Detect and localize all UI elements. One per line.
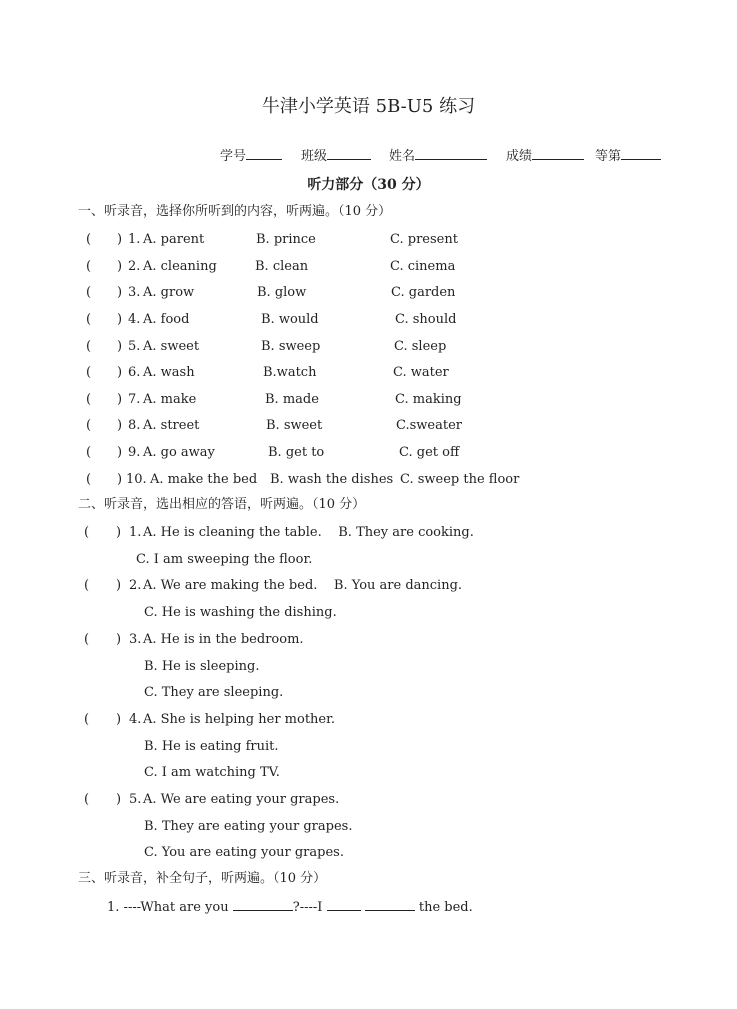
answer-option[interactable]: C. I am sweeping the floor. [136, 552, 313, 567]
q1-text-c: the bed. [418, 900, 473, 915]
answer-paren-close: ) [117, 472, 123, 487]
answer-blank[interactable] [94, 525, 114, 539]
answer-option[interactable]: A. We are eating your grapes. [143, 792, 340, 807]
option-c[interactable]: C. sleep [394, 339, 447, 354]
answer-blank[interactable] [94, 578, 114, 592]
q1-number: 1. [107, 900, 120, 915]
answer-paren-open: ( [84, 712, 90, 727]
answer-option[interactable]: A. He is cleaning the table. B. They are cooking. [143, 525, 474, 540]
student-no-label: 学号 [220, 149, 247, 164]
answer-blank[interactable] [96, 232, 116, 246]
question-number: 5. [128, 339, 141, 354]
answer-paren-open: ( [86, 285, 92, 300]
option-a[interactable]: A. street [143, 418, 200, 433]
name-blank[interactable] [415, 147, 487, 160]
q1-blank-2[interactable] [327, 898, 361, 911]
answer-option[interactable]: A. We are making the bed. B. You are dancing. [143, 578, 463, 593]
q1-blank-3[interactable] [365, 898, 415, 911]
answer-blank[interactable] [94, 632, 114, 646]
answer-blank[interactable] [94, 712, 114, 726]
score-blank[interactable] [532, 147, 584, 160]
name-label: 姓名 [389, 149, 416, 164]
answer-blank[interactable] [96, 472, 116, 486]
q1-text-b: ?----I [292, 900, 323, 915]
question-number: 7. [128, 392, 141, 407]
answer-paren-close: ) [117, 418, 123, 433]
answer-paren-close: ) [117, 259, 123, 274]
option-a[interactable]: A. wash [143, 365, 195, 380]
question-number: 10. [126, 472, 147, 487]
question-number: 8. [128, 418, 141, 433]
answer-paren-close: ) [116, 792, 122, 807]
answer-paren-close: ) [116, 578, 122, 593]
answer-paren-open: ( [84, 632, 90, 647]
answer-paren-open: ( [86, 232, 92, 247]
answer-blank[interactable] [96, 339, 116, 353]
listening-part-heading: 听力部分（30 分） [307, 177, 430, 193]
question-number: 4. [128, 312, 141, 327]
answer-blank[interactable] [96, 259, 116, 273]
answer-paren-close: ) [117, 285, 123, 300]
answer-paren-close: ) [117, 312, 123, 327]
option-b[interactable]: B. sweet [266, 418, 323, 433]
question-number: 2. [128, 259, 141, 274]
field-student-no [220, 147, 282, 165]
answer-paren-close: ) [117, 232, 123, 247]
option-b[interactable]: B. get to [268, 445, 325, 460]
grade-label: 等第 [595, 149, 622, 164]
option-b[interactable]: B. wash the dishes [270, 472, 394, 487]
answer-blank[interactable] [96, 365, 116, 379]
answer-paren-open: ( [86, 259, 92, 274]
option-b[interactable]: B. glow [257, 285, 307, 300]
option-a[interactable]: A. go away [143, 445, 215, 460]
option-b[interactable]: B. prince [256, 232, 316, 247]
answer-option[interactable]: C. He is washing the dishing. [144, 605, 337, 620]
option-c[interactable]: C. water [393, 365, 449, 380]
option-c[interactable]: C. present [390, 232, 458, 247]
answer-option[interactable]: B. He is eating fruit. [144, 739, 279, 754]
option-a[interactable]: A. make the bed [150, 472, 258, 487]
option-c[interactable]: C. making [395, 392, 462, 407]
field-grade [595, 147, 661, 165]
answer-paren-open: ( [86, 312, 92, 327]
answer-option[interactable]: C. I am watching TV. [144, 765, 280, 780]
answer-blank[interactable] [96, 392, 116, 406]
answer-paren-close: ) [117, 445, 123, 460]
question-number: 2. [129, 578, 142, 593]
question-number: 1. [128, 232, 141, 247]
answer-paren-open: ( [86, 392, 92, 407]
answer-paren-close: ) [117, 365, 123, 380]
answer-paren-close: ) [117, 339, 123, 354]
field-name [389, 147, 487, 165]
answer-paren-open: ( [86, 418, 92, 433]
answer-paren-open: ( [86, 365, 92, 380]
answer-paren-open: ( [86, 472, 92, 487]
section3-question-1 [107, 898, 473, 916]
option-a[interactable]: A. grow [143, 285, 195, 300]
option-b[interactable]: B. would [261, 312, 319, 327]
q1-text-a: ----What are you [123, 900, 229, 915]
class-blank[interactable] [327, 147, 371, 160]
student-no-blank[interactable] [246, 147, 282, 160]
answer-blank[interactable] [96, 418, 116, 432]
option-b[interactable]: B. sweep [261, 339, 321, 354]
question-number: 3. [128, 285, 141, 300]
class-label: 班级 [301, 149, 328, 164]
question-number: 4. [129, 712, 142, 727]
answer-option[interactable]: A. She is helping her mother. [143, 712, 336, 727]
option-b[interactable]: B. clean [255, 259, 309, 274]
option-c[interactable]: C. get off [399, 445, 460, 460]
q1-blank-1[interactable] [233, 898, 293, 911]
page-title: 牛津小学英语 5B-U5 练习 [261, 96, 476, 117]
answer-option[interactable]: C. They are sleeping. [144, 685, 284, 700]
option-b[interactable]: B. made [265, 392, 319, 407]
answer-paren-close: ) [117, 392, 123, 407]
answer-paren-open: ( [86, 339, 92, 354]
answer-blank[interactable] [96, 312, 116, 326]
option-a[interactable]: A. food [143, 312, 190, 327]
section1-heading: 一、听录音，选择你所听到的内容，听两遍。（10 分） [78, 204, 392, 219]
answer-paren-close: ) [116, 712, 122, 727]
question-number: 6. [128, 365, 141, 380]
option-a[interactable]: A. sweet [143, 339, 200, 354]
section2-heading: 二、听录音，选出相应的答语，听两遍。（10 分） [78, 497, 366, 512]
section3-heading: 三、听录音，补全句子，听两遍。（10 分） [78, 871, 327, 886]
question-number: 9. [128, 445, 141, 460]
answer-option[interactable]: B. They are eating your grapes. [144, 819, 353, 834]
answer-blank[interactable] [94, 792, 114, 806]
field-score [506, 147, 584, 165]
option-a[interactable]: A. parent [143, 232, 205, 247]
option-c[interactable]: C.sweater [396, 418, 462, 433]
answer-blank[interactable] [96, 445, 116, 459]
option-c[interactable]: C. sweep the floor [400, 472, 520, 487]
option-c[interactable]: C. cinema [390, 259, 456, 274]
question-number: 3. [129, 632, 142, 647]
option-a[interactable]: A. make [143, 392, 197, 407]
answer-paren-close: ) [116, 632, 122, 647]
answer-option[interactable]: C. You are eating your grapes. [144, 845, 344, 860]
score-label: 成绩 [506, 149, 533, 164]
answer-paren-open: ( [84, 792, 90, 807]
question-number: 1. [129, 525, 142, 540]
grade-blank[interactable] [621, 147, 661, 160]
field-class [301, 147, 371, 165]
question-number: 5. [129, 792, 142, 807]
answer-paren-close: ) [116, 525, 122, 540]
answer-blank[interactable] [96, 285, 116, 299]
option-c[interactable]: C. should [395, 312, 457, 327]
option-c[interactable]: C. garden [391, 285, 456, 300]
option-a[interactable]: A. cleaning [143, 259, 217, 274]
answer-option[interactable]: A. He is in the bedroom. [143, 632, 304, 647]
answer-paren-open: ( [84, 525, 90, 540]
option-b[interactable]: B.watch [263, 365, 317, 380]
answer-paren-open: ( [84, 578, 90, 593]
answer-option[interactable]: B. He is sleeping. [144, 659, 260, 674]
answer-paren-open: ( [86, 445, 92, 460]
